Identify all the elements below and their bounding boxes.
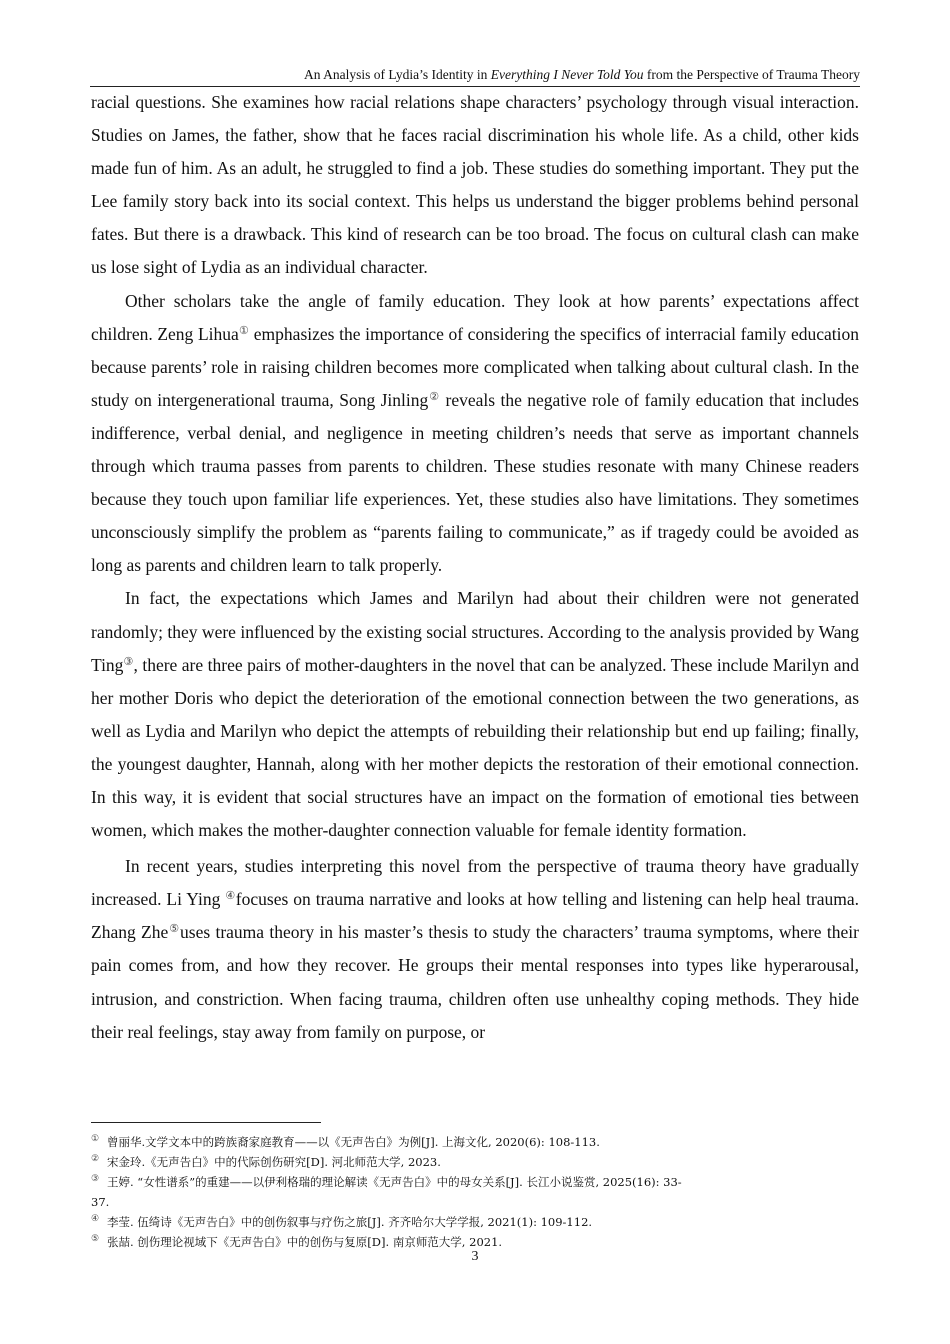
footnote-text-2: 宋金玲.《无声告白》中的代际创伤研究[D]. 河北师范大学, 2023. [107, 1155, 441, 1169]
footnote-text-4: 李莹. 伍绮诗《无声告白》中的创伤叙事与疗伤之旅[J]. 齐齐哈尔大学学报, 2021(1): 109-112. [107, 1215, 593, 1229]
running-header [90, 66, 860, 87]
footnote-text-1: 曾丽华.文学文本中的跨族裔家庭教育——以《无声告白》为例[J]. 上海文化, 2020(6): 108-113. [107, 1135, 600, 1149]
footnote-2 [91, 1152, 861, 1172]
paragraph-3-part-a: In fact, the expectations which James and Marilyn had about their children were not generated randomly; they were influenced by the existing social structures. According to the analysis provided by Wang Ting [91, 588, 859, 675]
footnote-mark-5: ⑤ [91, 1234, 100, 1244]
paragraph-1: racial questions. She examines how racial relations shape characters’ psychology through visual interaction. Studies on James, the father, show that he faces racial discrimination his whole life. As a child, other kids made fun of him. As an adult, he struggled to find a job. These studies do something important. They put the Lee family story back into its social context. This helps us understand the bigger problems behind personal fates. But there is a drawback. This kind of research can be too broad. The focus on cultural clash can make us lose sight of Lydia as an individual character. [91, 92, 859, 278]
footnote-mark-4: ④ [91, 1214, 100, 1224]
paragraph-2 [91, 285, 859, 583]
footnote-text-5: 张喆. 创伤理论视域下《无声告白》中的创伤与复原[D]. 南京师范大学, 2021. [107, 1235, 503, 1249]
footnote-mark-1: ① [91, 1134, 100, 1144]
paragraph-4 [91, 850, 859, 1049]
footnote-ref-3[interactable]: ③ [123, 655, 134, 668]
page-number: 3 [471, 1249, 479, 1264]
paragraph-4-part-b: focuses on trauma narrative and looks at how telling and listening can help heal trauma. Zhang Zhe [91, 889, 859, 943]
footnote-ref-2[interactable]: ② [428, 390, 441, 403]
footnote-text-3: 王婷. “女性谱系”的重建——以伊利格瑞的理论解读《无声告白》中的母女关系[J]. 长江小说鉴赏, 2025(16): 33- [107, 1175, 682, 1189]
paragraph-3-part-b: , there are three pairs of mother-daughters in the novel that can be analyzed. These include Marilyn and her mother Doris who depict the deterioration of the emotional connection between the two generations, as well as Lydia and Marilyn who depict the attempts of rebuilding their relationship but end up failing; finally, the youngest daughter, Hannah, along with her mother depicts the restoration of their emotional connection. In this way, it is evident that social structures have an impact on the formation of emotional ties between women, which makes the mother-daughter connection valuable for female identity formation. [91, 654, 859, 841]
paragraph-2-part-b: emphasizes the importance of considering the specifics of interracial family education because parents’ role in raising children becomes more complicated when talking about cultural clash. In the study on intergenerational trauma, Song Jinling [91, 323, 859, 410]
header-suffix: from the Perspective of Trauma Theory [643, 67, 860, 82]
paragraph-2-part-c: reveals the negative role of family education that includes indifference, verbal denial, and negligence in meeting children’s needs that serve as important channels through which trauma passes from parents to children. These studies resonate with many Chinese readers because they touch upon familiar life experiences. Yet, these studies also have limitations. They sometimes unconsciously simplify the problem as “parents failing to communicate,” as if tragedy could be avoided as long as parents and children learn to talk properly. [91, 389, 859, 576]
footnote-ref-4[interactable]: ④ [225, 890, 236, 903]
footnotes [91, 1132, 861, 1252]
footnote-ref-1[interactable]: ① [238, 324, 250, 337]
paragraph-3 [91, 582, 859, 847]
footnote-4 [91, 1212, 861, 1232]
paragraph-2-part-a: Other scholars take the angle of family education. They look at how parents’ expectations affect children. Zeng Lihua [91, 290, 859, 344]
header-book-title: Everything I Never Told You [490, 67, 644, 82]
footnote-mark-2: ② [91, 1154, 100, 1164]
paragraph-4-part-c: uses trauma theory in his master’s thesis to study the characters’ trauma symptoms, where their pain comes from, and how they recover. He groups their mental responses into types like hyperarousal, intrusion, and constriction. When facing trauma, children often use unhealthy coping methods. They hide their real feelings, stay away from family on purpose, or [91, 922, 859, 1042]
footnote-3-continuation [91, 1192, 861, 1212]
footnote-text-3-cont: 37. [91, 1195, 110, 1209]
footnote-3 [91, 1172, 861, 1192]
footnote-mark-3: ③ [91, 1174, 100, 1184]
footnote-1 [91, 1132, 861, 1152]
body-text [91, 86, 859, 1049]
header-prefix: An Analysis of Lydia’s Identity in [304, 67, 491, 82]
paragraph-4-part-a: In recent years, studies interpreting this novel from the perspective of trauma theory have gradually increased. Li Ying [91, 856, 859, 910]
footnote-ref-5[interactable]: ⑤ [168, 923, 181, 936]
footnote-divider [91, 1122, 321, 1123]
